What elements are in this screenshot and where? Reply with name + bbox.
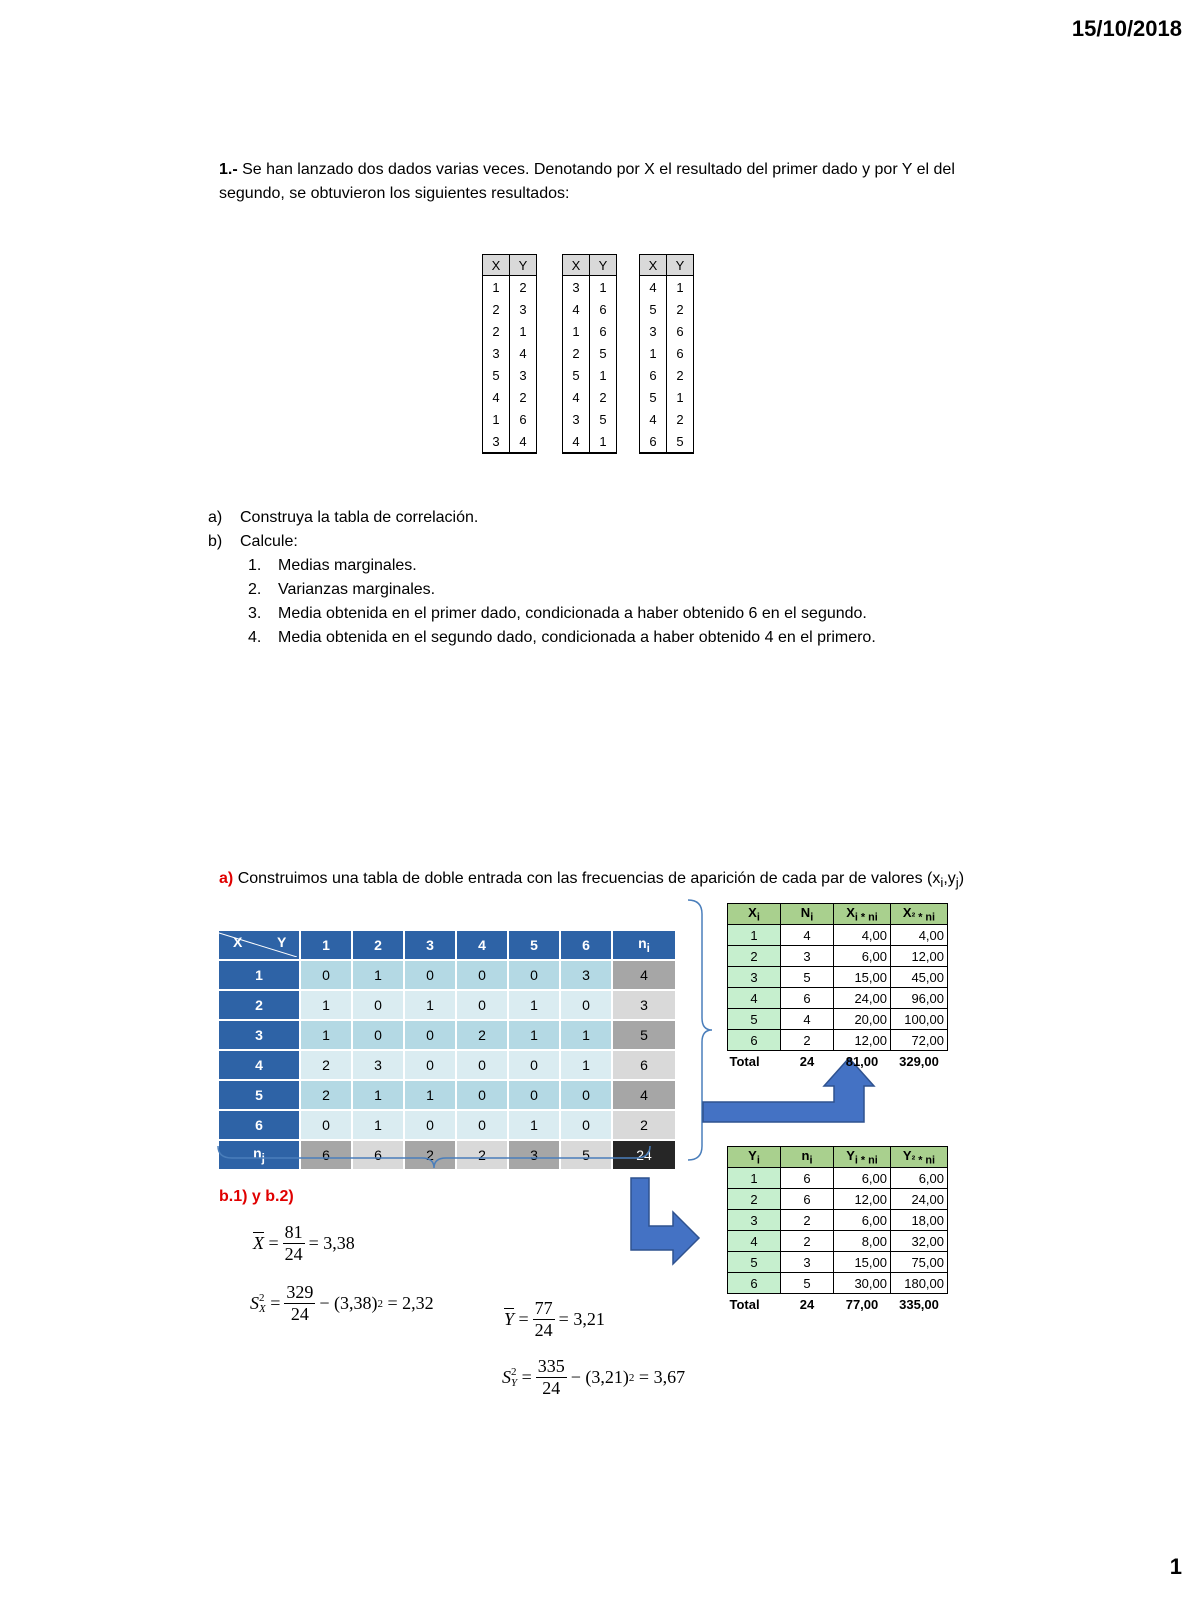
- marg-total-cell: Total: [729, 1296, 760, 1312]
- marg-cell: 75,00: [891, 1252, 948, 1273]
- raw-cell: 1: [590, 430, 617, 453]
- marg-cell: 4,00: [834, 925, 891, 946]
- marg-total-cell: 24: [799, 1296, 815, 1312]
- close-paren: ): [958, 870, 965, 887]
- col-total: 3: [509, 1141, 559, 1169]
- marg-cell: 6: [781, 1189, 834, 1210]
- marg-cell: 6: [781, 988, 834, 1009]
- part-b-label: b.1) y b.2): [219, 1188, 294, 1205]
- mean-x-result: = 3,38: [308, 1233, 355, 1253]
- raw-cell: 2: [483, 298, 510, 320]
- marg-cell: 45,00: [891, 967, 948, 988]
- raw-cell: 2: [590, 386, 617, 408]
- var-y-tail-sup: 2: [628, 1371, 635, 1384]
- marg-header-cell: [728, 1147, 781, 1168]
- marg-cell: 4: [728, 988, 781, 1009]
- raw-cell: 4: [563, 386, 590, 408]
- page-date: 15/10/2018: [1071, 16, 1182, 41]
- var-x-symbol: S: [250, 1293, 259, 1313]
- col-total: 6: [353, 1141, 403, 1169]
- marg-cell: 12,00: [834, 1189, 891, 1210]
- freq-cell: 1: [405, 991, 455, 1019]
- row-total: 4: [613, 961, 675, 989]
- freq-cell: 1: [301, 991, 351, 1019]
- marg-total-cell: 335,00: [899, 1296, 939, 1312]
- raw-cell: 1: [510, 320, 537, 342]
- freq-cell: 3: [561, 961, 611, 989]
- raw-cell: 3: [483, 430, 510, 453]
- col-header: 6: [561, 931, 611, 959]
- var-y-den: 24: [542, 1378, 561, 1398]
- sub-question-text: Media obtenida en el segundo dado, condicionada a haber obtenido 4 en el primero.: [278, 629, 876, 646]
- freq-cell: 1: [353, 961, 403, 989]
- marg-header-main: X: [902, 904, 912, 920]
- marg-cell: 5: [781, 1273, 834, 1294]
- marg-total-cell: 77,00: [845, 1296, 879, 1312]
- marg-header-tail: i: [874, 911, 878, 924]
- raw-cell: 3: [563, 276, 590, 299]
- marg-header-cell: [834, 904, 891, 925]
- marg-header-main: Y: [902, 1147, 912, 1163]
- raw-cell: 3: [640, 320, 667, 342]
- raw-cell: 5: [590, 408, 617, 430]
- marginal-y-table: [727, 1146, 948, 1314]
- col-header: 4: [457, 931, 507, 959]
- freq-cell: 0: [509, 961, 559, 989]
- mean-y-symbol: $\overline{Y}$: [504, 1309, 515, 1329]
- var-x-tail-sup: 2: [377, 1297, 384, 1310]
- raw-cell: 2: [510, 276, 537, 299]
- marg-cell: 96,00: [891, 988, 948, 1009]
- corner-x: X: [233, 934, 243, 950]
- raw-cell: 6: [590, 298, 617, 320]
- marg-row: [728, 967, 948, 988]
- marg-header-sub: i * n: [854, 1154, 875, 1167]
- raw-cell: 3: [510, 298, 537, 320]
- raw-cell: 5: [483, 364, 510, 386]
- row-total: 6: [613, 1051, 675, 1079]
- marg-header-row: [728, 904, 948, 925]
- marg-cell: 1: [728, 1168, 781, 1189]
- marg-cell: 6: [728, 1273, 781, 1294]
- row-header: 6: [219, 1111, 299, 1139]
- mean-x-formula: $\overline{X}$ = $\frac{81}{24}$ = 3,38: [253, 1222, 355, 1264]
- part-a-label: a): [219, 870, 234, 887]
- marg-cell: 6,00: [834, 1168, 891, 1189]
- marg-row: [728, 988, 948, 1009]
- marg-row: [728, 1030, 948, 1051]
- row-header: 5: [219, 1081, 299, 1109]
- raw-cell: 2: [483, 320, 510, 342]
- marg-header-sub: i: [756, 1154, 760, 1167]
- marg-cell: 5: [728, 1252, 781, 1273]
- marg-cell: 72,00: [891, 1030, 948, 1051]
- freq-cell: 0: [301, 961, 351, 989]
- var-y-result: = 3,67: [638, 1367, 686, 1387]
- col-header: 3: [405, 931, 455, 959]
- var-x-den: 24: [290, 1304, 309, 1324]
- marg-header-tail: i: [874, 1154, 878, 1167]
- comma-y: ,y: [943, 870, 956, 887]
- marg-cell: 32,00: [891, 1231, 948, 1252]
- freq-cell: 0: [561, 1081, 611, 1109]
- raw-cell: 2: [510, 386, 537, 408]
- marg-cell: 180,00: [891, 1273, 948, 1294]
- marg-cell: 2: [728, 1189, 781, 1210]
- marg-cell: 4: [728, 1231, 781, 1252]
- marg-cell: 1: [728, 925, 781, 946]
- marg-row: [728, 946, 948, 967]
- freq-cell: 3: [353, 1051, 403, 1079]
- marg-cell: 15,00: [834, 967, 891, 988]
- var-x-tail: − (3,38): [319, 1293, 378, 1313]
- marg-cell: 3: [728, 1210, 781, 1231]
- marg-total-cell: 24: [799, 1053, 815, 1069]
- freq-cell: 1: [405, 1081, 455, 1109]
- freq-cell: 2: [301, 1081, 351, 1109]
- marg-row: [728, 1168, 948, 1189]
- col-total: 5: [561, 1141, 611, 1169]
- var-x-formula: S 2 X = $\frac{329}{24}$ − (3,38) 2 = 2,32: [250, 1282, 434, 1324]
- raw-cell: 4: [563, 430, 590, 453]
- arrow-down-right-icon: [631, 1178, 699, 1264]
- raw-cell: 1: [563, 320, 590, 342]
- freq-cell: 2: [457, 1021, 507, 1049]
- freq-cell: 0: [405, 1051, 455, 1079]
- freq-cell: 1: [301, 1021, 351, 1049]
- marg-row: [728, 1210, 948, 1231]
- freq-cell: 0: [457, 961, 507, 989]
- corner-y: Y: [277, 934, 287, 950]
- row-header: 4: [219, 1051, 299, 1079]
- marg-total-row: [728, 1051, 948, 1072]
- raw-cell: 4: [510, 342, 537, 364]
- question-a-label: a): [208, 509, 223, 526]
- freq-cell: 0: [353, 991, 403, 1019]
- raw-cell: 5: [640, 298, 667, 320]
- mean-x-symbol: $\overline{X}$: [253, 1233, 264, 1253]
- marg-cell: 3: [781, 1252, 834, 1273]
- raw-cell: 6: [667, 320, 694, 342]
- sub-question-label: 2.: [248, 581, 262, 598]
- sub-question-label: 3.: [248, 605, 262, 622]
- marg-cell: 5: [781, 967, 834, 988]
- freq-cell: 0: [405, 1111, 455, 1139]
- raw-cell: 1: [667, 386, 694, 408]
- marg-cell: 30,00: [834, 1273, 891, 1294]
- marg-cell: 2: [728, 946, 781, 967]
- marg-cell: 5: [728, 1009, 781, 1030]
- raw-cell: 4: [483, 386, 510, 408]
- freq-cell: 1: [509, 1111, 559, 1139]
- sub-question-label: 1.: [248, 557, 262, 574]
- row-total: 4: [613, 1081, 675, 1109]
- raw-cell: 2: [667, 364, 694, 386]
- raw-cell: 1: [590, 276, 617, 299]
- marg-row: [728, 1009, 948, 1030]
- raw-cell: 2: [667, 408, 694, 430]
- marg-header-cell: [728, 904, 781, 925]
- row-total: 3: [613, 991, 675, 1019]
- grand-total: 24: [613, 1141, 675, 1169]
- freq-cell: 0: [457, 991, 507, 1019]
- col-header: 1: [301, 931, 351, 959]
- marg-header-main: N: [800, 904, 811, 920]
- marg-cell: 2: [781, 1231, 834, 1252]
- mean-y-formula: $\overline{Y}$ = $\frac{77}{24}$ = 3,21: [504, 1298, 605, 1340]
- freq-cell: 0: [509, 1051, 559, 1079]
- raw-cell: 1: [667, 276, 694, 299]
- marg-row: [728, 1189, 948, 1210]
- raw-cell: 4: [510, 430, 537, 453]
- marg-cell: 12,00: [891, 946, 948, 967]
- raw-cell: 6: [590, 320, 617, 342]
- freq-cell: 1: [509, 1021, 559, 1049]
- marg-cell: 6: [781, 1168, 834, 1189]
- marg-header-cell: [781, 904, 834, 925]
- marg-header-main: X: [846, 904, 855, 920]
- marg-total-cell: Total: [729, 1053, 760, 1069]
- bottom-brace-icon: [218, 1146, 650, 1168]
- freq-cell: 0: [457, 1081, 507, 1109]
- marg-header-cell: [891, 904, 948, 925]
- marg-header-tail: i: [932, 1154, 936, 1167]
- var-y-sub: Y: [511, 1376, 518, 1389]
- marg-total-row: [728, 1294, 948, 1315]
- bottom-label-sub: j: [261, 1151, 265, 1165]
- raw-cell: 5: [563, 364, 590, 386]
- freq-cell: 0: [405, 961, 455, 989]
- freq-cell: 0: [301, 1111, 351, 1139]
- sub-question-text: Media obtenida en el primer dado, condicionada a haber obtenido 6 en el segundo.: [278, 605, 867, 622]
- marg-total-cell: 329,00: [899, 1053, 939, 1069]
- mean-x-num: 81: [284, 1222, 303, 1242]
- marg-cell: 15,00: [834, 1252, 891, 1273]
- marg-cell: 8,00: [834, 1231, 891, 1252]
- marg-header-sub: ² * n: [911, 1154, 933, 1167]
- var-y-symbol: S: [502, 1367, 511, 1387]
- col-header: 2: [353, 931, 403, 959]
- row-header: 3: [219, 1021, 299, 1049]
- question-b-text: Calcule:: [240, 533, 298, 550]
- marg-total-cell: 81,00: [845, 1053, 879, 1069]
- freq-cell: 2: [301, 1051, 351, 1079]
- marg-header-sub: i: [809, 1154, 813, 1167]
- marg-cell: 2: [781, 1030, 834, 1051]
- row-header: 1: [219, 961, 299, 989]
- row-header: 2: [219, 991, 299, 1019]
- raw-cell: 3: [483, 342, 510, 364]
- var-y-tail: − (3,21): [570, 1367, 629, 1387]
- freq-cell: 0: [561, 991, 611, 1019]
- freq-cell: 1: [561, 1051, 611, 1079]
- raw-cell: 6: [667, 342, 694, 364]
- var-y-formula: S 2 Y = $\frac{335}{24}$ − (3,21) 2 = 3,67: [502, 1356, 686, 1398]
- n-header-label: n: [638, 935, 647, 952]
- mean-y-den: 24: [534, 1320, 553, 1340]
- raw-header-cell: Y: [667, 255, 694, 276]
- raw-header-cell: X: [640, 255, 667, 276]
- mean-y-result: = 3,21: [558, 1309, 605, 1329]
- raw-cell: 1: [483, 276, 510, 299]
- marg-header-cell: [891, 1147, 948, 1168]
- marg-header-sub: i: [756, 911, 760, 924]
- marg-header-tail: i: [932, 911, 936, 924]
- marg-cell: 100,00: [891, 1009, 948, 1030]
- raw-cell: 4: [640, 276, 667, 299]
- raw-cell: 2: [667, 298, 694, 320]
- marg-cell: 6: [728, 1030, 781, 1051]
- raw-cell: 3: [563, 408, 590, 430]
- raw-cell: 5: [640, 386, 667, 408]
- problem-text: Se han lanzado dos dados varias veces. Denotando por X el resultado del primer dado y por Y el del segundo, se obtuvieron los siguientes resultados:: [219, 161, 955, 202]
- problem-number: 1.-: [219, 161, 238, 178]
- n-header-sub: i: [646, 941, 650, 955]
- raw-cell: 6: [640, 430, 667, 453]
- marg-cell: 12,00: [834, 1030, 891, 1051]
- raw-cell: 2: [563, 342, 590, 364]
- raw-cell: 5: [667, 430, 694, 453]
- raw-cell: 1: [640, 342, 667, 364]
- row-total: 5: [613, 1021, 675, 1049]
- raw-cell: 1: [483, 408, 510, 430]
- question-a-text: Construya la tabla de correlación.: [240, 509, 479, 526]
- marg-row: [728, 925, 948, 946]
- freq-cell: 0: [509, 1081, 559, 1109]
- freq-cell: 0: [457, 1051, 507, 1079]
- freq-cell: 1: [509, 991, 559, 1019]
- marg-cell: 18,00: [891, 1210, 948, 1231]
- marg-cell: 4: [781, 925, 834, 946]
- var-y-sup: 2: [511, 1365, 517, 1378]
- marg-header-main: n: [801, 1147, 810, 1163]
- col-total: 2: [457, 1141, 507, 1169]
- raw-cell: 1: [590, 364, 617, 386]
- marg-cell: 20,00: [834, 1009, 891, 1030]
- col-total: 2: [405, 1141, 455, 1169]
- row-total: 2: [613, 1111, 675, 1139]
- sub-i: i: [940, 875, 944, 891]
- marg-cell: 4,00: [891, 925, 948, 946]
- marg-row: [728, 1273, 948, 1294]
- raw-cell: 5: [590, 342, 617, 364]
- raw-header-cell: X: [483, 255, 510, 276]
- marg-header-cell: [781, 1147, 834, 1168]
- marg-cell: 4: [781, 1009, 834, 1030]
- marg-header-row: [728, 1147, 948, 1168]
- var-x-num: 329: [286, 1282, 314, 1302]
- marg-cell: 24,00: [891, 1189, 948, 1210]
- raw-header-cell: X: [563, 255, 590, 276]
- page-number: 1: [1169, 1554, 1182, 1579]
- marg-header-cell: [834, 1147, 891, 1168]
- marg-header-sub: i: [810, 911, 814, 924]
- marg-header-main: Y: [748, 1147, 757, 1163]
- var-y-num: 335: [537, 1356, 565, 1376]
- marg-cell: 2: [781, 1210, 834, 1231]
- mean-y-num: 77: [534, 1298, 553, 1318]
- marg-cell: 3: [781, 946, 834, 967]
- freq-cell: 0: [457, 1111, 507, 1139]
- marg-header-main: X: [748, 904, 757, 920]
- bottom-label-text: n: [253, 1145, 262, 1162]
- freq-cell: 1: [353, 1111, 403, 1139]
- var-x-sup: 2: [259, 1291, 265, 1304]
- marg-cell: 6,00: [891, 1168, 948, 1189]
- var-x-sub: X: [259, 1302, 266, 1315]
- freq-cell: 1: [561, 1021, 611, 1049]
- raw-cell: 4: [640, 408, 667, 430]
- freq-cell: 0: [561, 1111, 611, 1139]
- freq-cell: 1: [353, 1081, 403, 1109]
- marg-cell: 6,00: [834, 946, 891, 967]
- raw-header-cell: Y: [510, 255, 537, 276]
- marg-header-main: Y: [846, 1147, 855, 1163]
- marginal-x-table: [727, 903, 948, 1071]
- col-total: 6: [301, 1141, 351, 1169]
- var-x-result: = 2,32: [387, 1293, 434, 1313]
- marg-row: [728, 1252, 948, 1273]
- raw-cell: 6: [640, 364, 667, 386]
- sub-j: j: [955, 875, 959, 891]
- marg-cell: 24,00: [834, 988, 891, 1009]
- marg-row: [728, 1231, 948, 1252]
- raw-cell: 6: [510, 408, 537, 430]
- part-a-body: Construimos una tabla de doble entrada con las frecuencias de aparición de cada par de valores (x: [237, 870, 941, 887]
- col-header: 5: [509, 931, 559, 959]
- raw-header-cell: Y: [590, 255, 617, 276]
- sub-question-label: 4.: [248, 629, 262, 646]
- question-b-label: b): [208, 533, 223, 550]
- marg-header-sub: ² * n: [911, 911, 933, 924]
- freq-cell: 0: [353, 1021, 403, 1049]
- marg-cell: 3: [728, 967, 781, 988]
- raw-cell: 4: [563, 298, 590, 320]
- mean-x-den: 24: [284, 1244, 303, 1264]
- marg-header-sub: i * n: [854, 911, 875, 924]
- marg-cell: 6,00: [834, 1210, 891, 1231]
- sub-question-text: Medias marginales.: [278, 557, 417, 574]
- raw-cell: 3: [510, 364, 537, 386]
- freq-cell: 0: [405, 1021, 455, 1049]
- sub-question-text: Varianzas marginales.: [278, 581, 436, 598]
